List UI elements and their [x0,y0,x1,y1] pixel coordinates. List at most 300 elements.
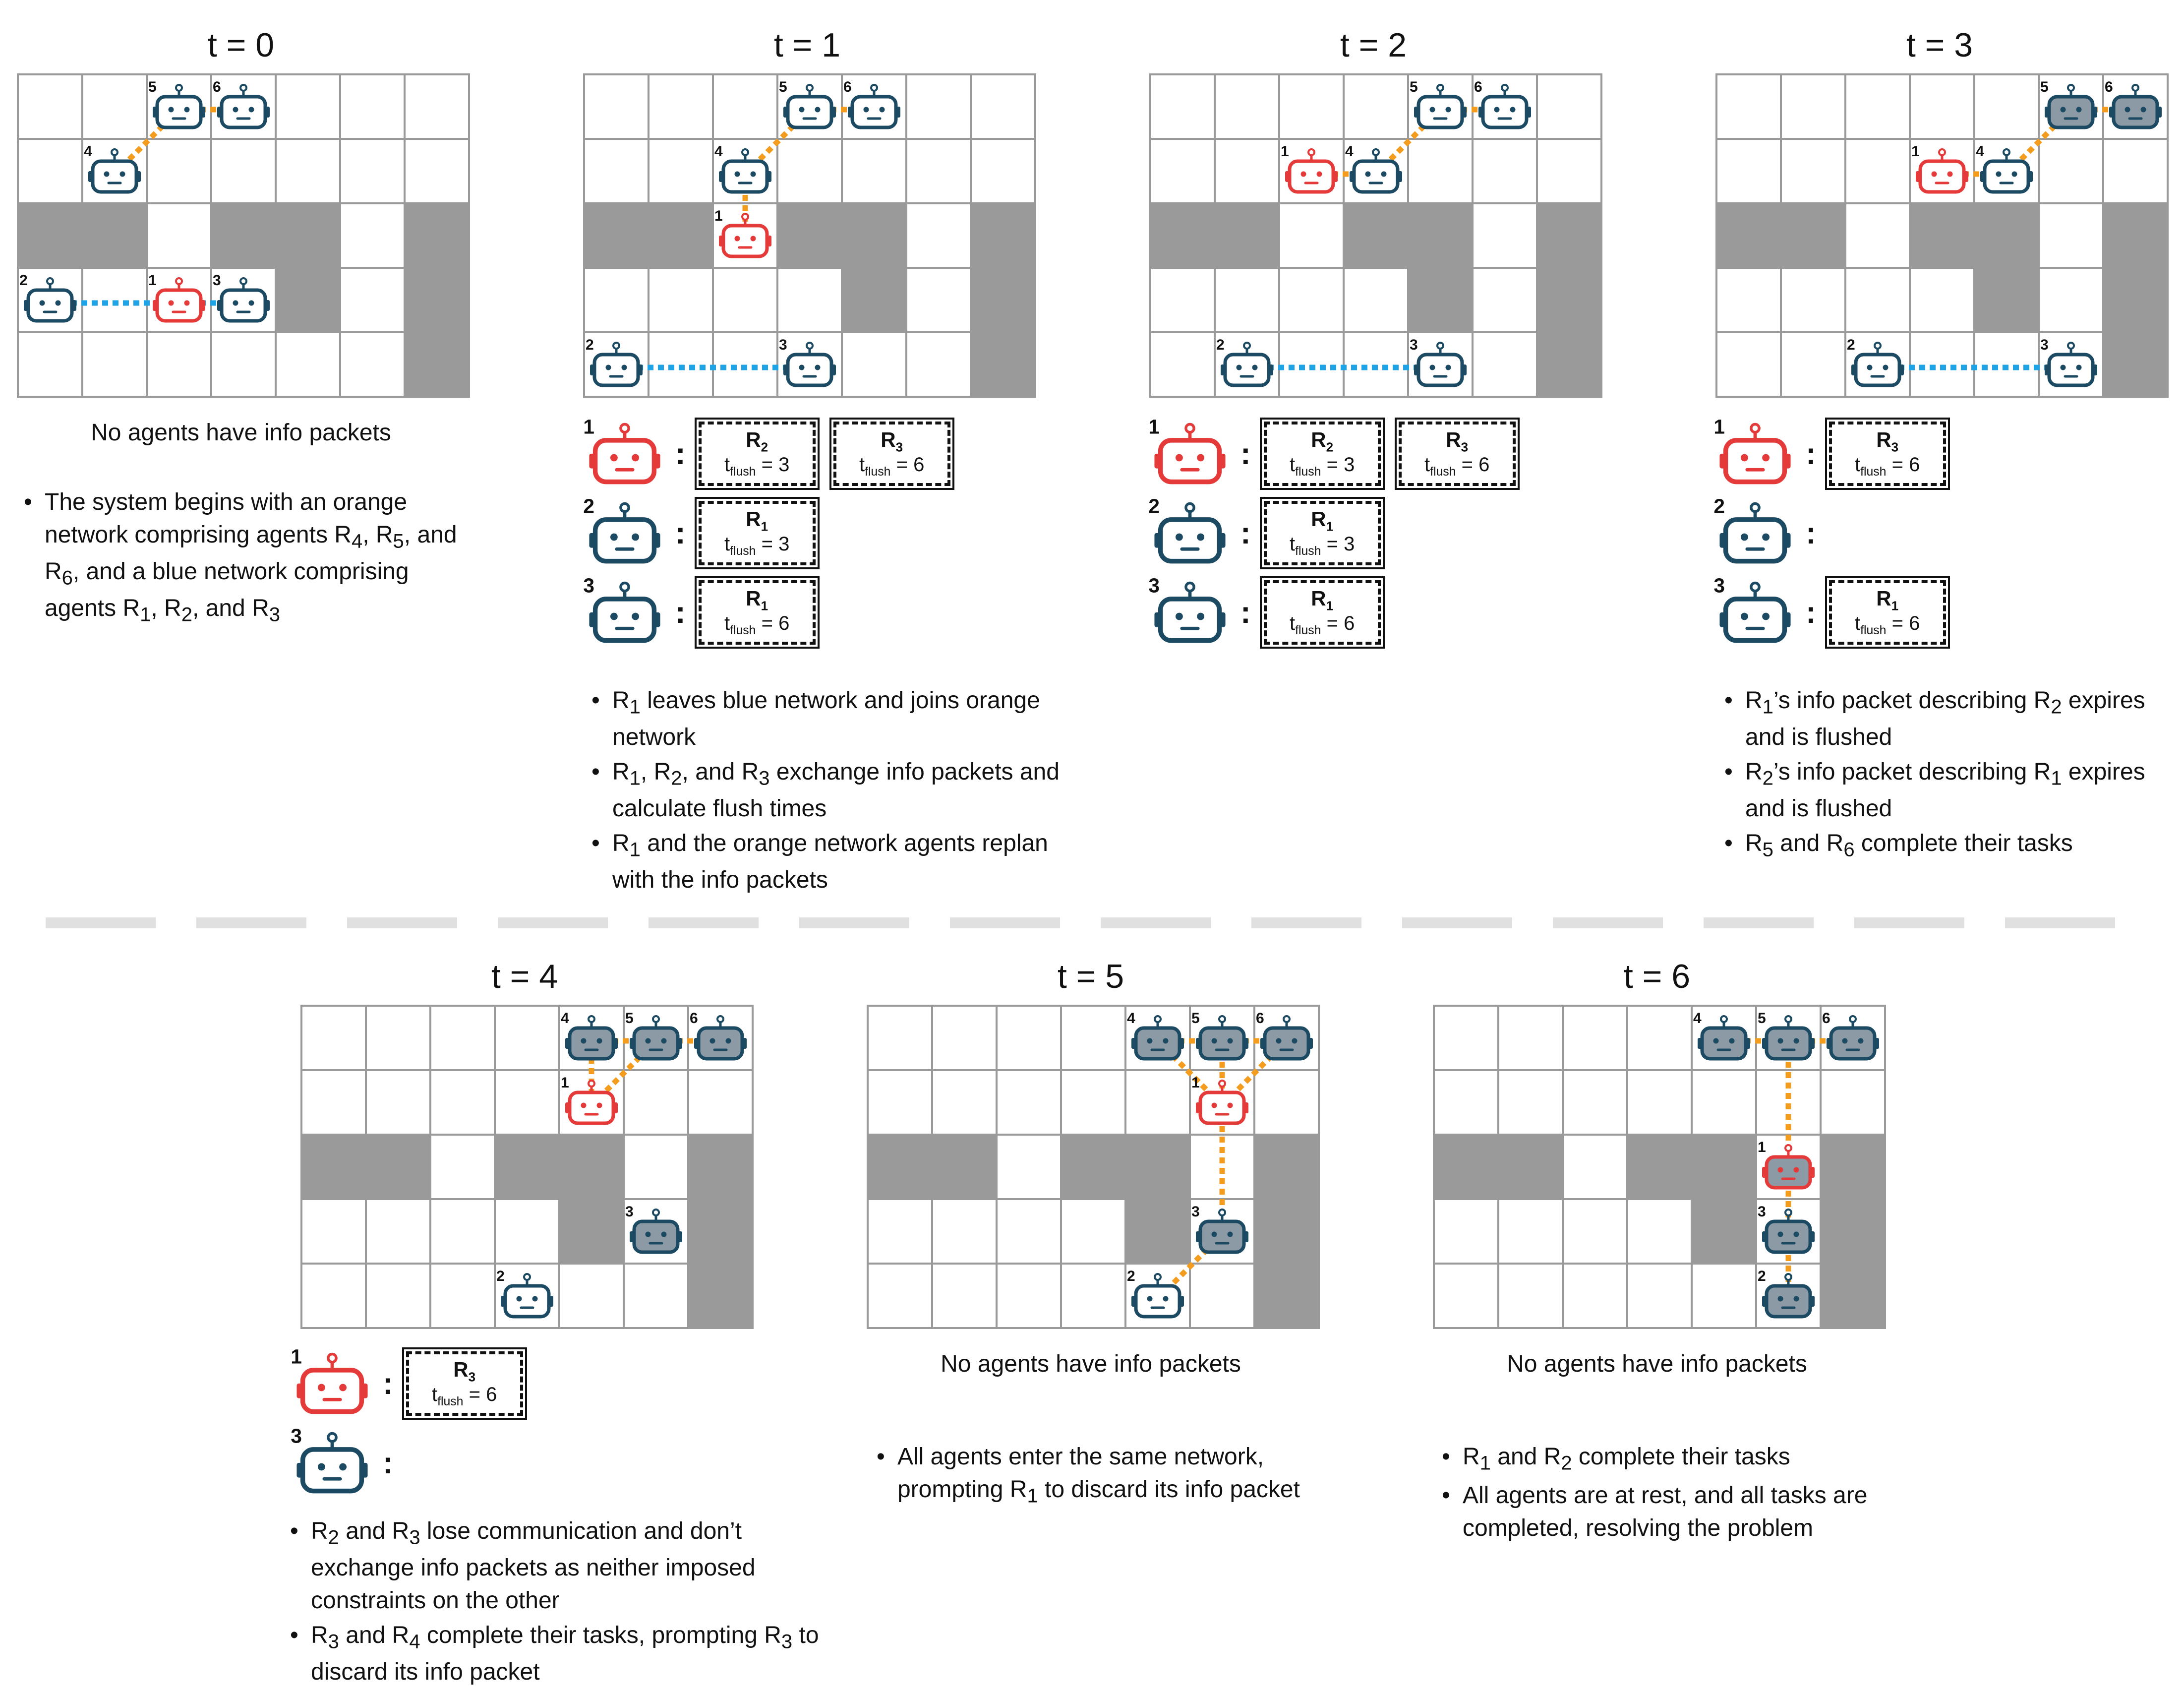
grid-cell [1125,1070,1190,1135]
robot-icon [1713,415,1790,482]
separator-dash [498,917,608,928]
obstacle-cell [1537,203,1601,268]
obstacle-cell [1254,1199,1319,1264]
packet-row-agent-1 [583,415,968,488]
grid-cell [1537,74,1601,139]
robot-icon [583,494,660,561]
robot-id-label: 2 [1216,337,1225,353]
obstacle-cell [1821,1264,1885,1328]
grid-cell [430,1199,495,1264]
robot-icon [1148,494,1230,568]
grid-cell [1215,139,1279,203]
grid-cell [997,1006,1061,1070]
robot-id-label: 3 [625,1204,634,1220]
packet-colon: : [675,516,686,550]
grid-cell [366,1264,430,1328]
grid-cell [1627,1070,1692,1135]
packet-agent-name: $R_1$ [1876,587,1899,613]
packet-colon: : [1240,516,1251,550]
grid-cell [340,74,405,139]
grid-cell [1716,332,1781,397]
robot-id-label: 3 [213,272,221,289]
obstacle-cell [1692,1199,1756,1264]
packet-row-agent-2 [1148,494,1399,568]
robot-id-label: 5 [1191,1010,1200,1027]
grid-cell [906,139,971,203]
obstacle-cell [688,1135,753,1199]
robot-id-label: 5 [1410,79,1418,95]
robot-id-label: 1 [1713,415,1725,438]
robot-id-label: 6 [690,1010,698,1027]
grid-cell [624,1264,688,1328]
robot-id-label: 2 [1847,337,1855,353]
obstacle-cell [1061,1135,1125,1199]
grid-cell [1150,332,1215,397]
robot-id-label: 4 [1345,143,1354,160]
grid-cell [1910,332,1974,397]
packet-colon: : [1806,516,1816,550]
packet-row-agent-2 [583,494,833,568]
grid-cell [1150,268,1215,332]
grid-cell [1627,1199,1692,1264]
robot-id-label: 4 [1693,1010,1702,1027]
obstacle-cell [559,1135,624,1199]
grid-cell [2039,268,2103,332]
grid-cell [1434,1070,1498,1135]
grid-cell [1781,332,1845,397]
obstacle-cell [301,1135,366,1199]
robot-id-label: 2 [1127,1268,1135,1284]
info-packet-stamp [1264,422,1381,486]
grid-cell [649,74,713,139]
robot-icon [291,1345,372,1418]
grid-cell [2103,139,2168,203]
obstacle-cell [649,203,713,268]
panel-title-t1: t = 1 [773,26,841,64]
grid-cell [649,268,713,332]
obstacle-cell [1716,203,1781,268]
bullet-t0-1: • The system begins with an orange network comprising agents $R_4$, $R_5$, and $R_6$, and a blue network comprising agents $R_1$, $R_2$, and $R_3$ [45,486,481,629]
grid-t2 [1147,74,1599,397]
info-packet-stamp [699,580,816,645]
packet-colon: : [675,595,686,630]
grid-cell [713,332,777,397]
robot-icon [1713,574,1790,640]
robot-id-label: 1 [583,415,594,438]
obstacle-cell [688,1199,753,1264]
packet-agent-name: $R_1$ [746,587,768,613]
info-packet-stamp [1829,580,1946,645]
grid-cell [1344,332,1408,397]
grid-cell [1061,1006,1125,1070]
grid-cell [713,268,777,332]
grid-cell [1627,1006,1692,1070]
grid-cell [301,1199,366,1264]
robot-id-label: 1 [714,208,723,224]
packet-row-agent-3 [583,574,833,647]
robot-id-label: 1 [148,272,157,289]
obstacle-cell [842,268,906,332]
grid-cell [997,1070,1061,1135]
robot-icon [583,574,660,640]
grid-cell [1716,268,1781,332]
panel-title-t4: t = 4 [491,958,558,995]
packet-flush-time: $t_{flush} = 3$ [724,533,790,558]
grid-cell [1150,139,1215,203]
robot-id-label: 6 [1256,1010,1264,1027]
grid-cell [842,139,906,203]
robot-id-label: 6 [1822,1010,1830,1027]
robot-id-label: 4 [561,1010,569,1027]
obstacle-cell [495,1135,559,1199]
panel-title-t3: t = 3 [1906,26,1973,64]
robot-id-label: 4 [84,143,92,160]
robot-icon [1148,415,1225,482]
grid-cell [777,139,842,203]
panel-title-t0: t = 0 [207,26,275,64]
obstacle-cell [1434,1135,1498,1199]
robot-id-label: 3 [779,337,787,353]
bullets-t0 [17,486,481,631]
separator-dash [799,917,909,928]
panel-title-t5: t = 5 [1057,958,1124,995]
grid-cell [1408,139,1473,203]
grid-cell [495,1070,559,1135]
info-packet-stamp [1399,422,1516,486]
grid-t6 [1431,1006,1883,1328]
grid-cell [405,139,469,203]
packet-agent-name: $R_3$ [1876,428,1899,455]
grid-cell [340,139,405,203]
bullet-t3-1: • $R_1’s$ info packet describing $R_2$ expires and is flushed [1745,684,2182,754]
grid-cell [1781,268,1845,332]
grid-cell [276,332,340,397]
obstacle-cell [971,268,1035,332]
separator-dash [347,917,457,928]
grid-cell [1498,1006,1563,1070]
obstacle-cell [1254,1264,1319,1328]
packet-agent-name: $R_1$ [1311,507,1334,534]
grid-cell [82,332,147,397]
packet-row-agent-2 [1713,494,1829,568]
bullet-t4-1: • $R_2$ and $R_3$ lose communication and don’t exchange info packets as neither imposed constraints on the other [311,1515,826,1617]
packet-row-agent-1 [1713,415,1964,488]
obstacle-cell [584,203,649,268]
separator-dash [1101,917,1211,928]
grid-cell [906,74,971,139]
obstacle-cell [82,203,147,268]
robot-icon [1148,494,1225,561]
info-packet-stamp [1829,422,1946,486]
grid-cell [340,203,405,268]
grid-cell [1910,74,1974,139]
grid-cell [932,1006,997,1070]
robot-icon [1713,494,1790,561]
obstacle-cell [688,1264,753,1328]
info-packet-stamp [406,1351,523,1416]
grid-cell [211,139,276,203]
robot-id-label: 3 [291,1424,302,1448]
robot-icon [1713,574,1795,647]
robot-id-label: 5 [1758,1010,1766,1027]
grid-cell [366,1006,430,1070]
grid-cell [1473,203,1537,268]
grid-cell [1498,1199,1563,1264]
obstacle-cell [1408,203,1473,268]
robot-id-label: 3 [1758,1204,1766,1220]
bullet-t6-1: • $R_1$ and $R_2$ complete their tasks [1463,1441,1909,1477]
grid-cell [340,332,405,397]
bullet-t6-2: • All agents are at rest, and all tasks are completed, resolving the problem [1463,1479,1909,1545]
obstacle-cell [1215,203,1279,268]
grid-cell [82,74,147,139]
grid-cell [1434,1006,1498,1070]
bullet-t3-2: • $R_2’s$ info packet describing $R_1$ expires and is flushed [1745,756,2182,825]
obstacle-cell [276,268,340,332]
packet-flush-time: $t_{flush} = 6$ [724,612,790,637]
robot-id-label: 1 [1191,1075,1200,1091]
grid-cell [18,332,82,397]
obstacle-cell [1408,268,1473,332]
grid-cell [1061,1264,1125,1328]
obstacle-cell [366,1135,430,1199]
grid-cells [868,1006,1319,1328]
grid-cell [1716,74,1781,139]
grid-cell [1781,139,1845,203]
packet-agent-name: $R_3$ [1446,428,1469,455]
grid-cell [1627,1264,1692,1328]
separator-dash [649,917,759,928]
packet-row-agent-3 [1148,574,1399,647]
packet-flush-time: $t_{flush} = 3$ [724,453,790,479]
robot-id-label: 2 [496,1268,505,1284]
obstacle-cell [276,203,340,268]
separator-dash [196,917,306,928]
bullet-t4-2: • $R_3$ and $R_4$ complete their tasks, prompting $R_3$ to discard its info packet [311,1619,826,1689]
grid-cell [1563,1199,1627,1264]
grid-cell [1279,268,1344,332]
robot-id-label: 1 [1148,415,1160,438]
grid-cell [2039,203,2103,268]
grid-cell [301,1264,366,1328]
grid-cell [868,1070,932,1135]
bullets-t3 [1718,684,2182,866]
packet-agent-name: $R_3$ [453,1358,476,1385]
robot-id-label: 4 [714,143,723,160]
robot-id-label: 2 [19,272,28,289]
obstacle-cell [405,203,469,268]
obstacle-cell [1344,203,1408,268]
grid-cell [868,1264,932,1328]
grid-cell [1845,203,1910,268]
bullets-t6 [1435,1441,1909,1547]
robot-icon [1148,574,1230,647]
bullets-t1 [585,684,1088,899]
obstacle-cell [559,1199,624,1264]
obstacle-cell [1821,1135,1885,1199]
robot-id-label: 1 [291,1345,302,1368]
packet-flush-time: $t_{flush} = 6$ [1854,453,1920,479]
obstacle-cell [1692,1135,1756,1199]
grid-cell [405,74,469,139]
obstacle-cell [1910,203,1974,268]
obstacle-cell [18,203,82,268]
grid-cell [1473,268,1537,332]
grid-cell [340,268,405,332]
grid-cells [1716,74,2168,397]
grid-cell [997,1199,1061,1264]
bullet-t1-1: • $R_1$ leaves blue network and joins orange network [612,684,1088,754]
grid-cell [495,1006,559,1070]
grid-cell [1821,1070,1885,1135]
grid-cell [430,1070,495,1135]
packet-colon: : [383,1366,393,1401]
obstacle-cell [405,268,469,332]
robot-id-label: 1 [1758,1139,1766,1155]
grid-cell [1692,1264,1756,1328]
packet-row-agent-1 [1148,415,1534,488]
grid-cell [366,1199,430,1264]
obstacle-cell [1150,203,1215,268]
grid-cell [301,1006,366,1070]
info-packet-stamp [1264,501,1381,565]
grid-cell [1845,74,1910,139]
grid-cell [1563,1264,1627,1328]
obstacle-cell [2103,332,2168,397]
robot-icon [583,574,664,647]
grid-cell [1344,268,1408,332]
grid-cell [971,74,1035,139]
packet-row-agent-3 [1713,574,1964,647]
obstacle-cell [1781,203,1845,268]
grid-cell [1434,1264,1498,1328]
info-packet-stamp [833,422,950,486]
grid-cell [584,74,649,139]
grid-cell [147,332,211,397]
grid-cell [1150,74,1215,139]
grid-cell [1974,332,2039,397]
panel-title-t6: t = 6 [1623,958,1691,995]
grid-cell [932,1199,997,1264]
robot-id-label: 5 [779,79,787,95]
grid-cell [649,332,713,397]
grid-cell [18,139,82,203]
grid-cell [842,332,906,397]
grid-cell [18,74,82,139]
grid-cell [1716,139,1781,203]
grid-t3 [1713,74,2166,397]
grid-cell [2039,139,2103,203]
packet-colon: : [1240,595,1251,630]
packet-flush-time: $t_{flush} = 3$ [1289,453,1355,479]
packet-agent-name: $R_2$ [746,428,768,455]
grid-cell [1537,139,1601,203]
bullet-t1-3: • $R_1$ and the orange network agents replan with the info packets [612,827,1088,897]
grid-t4 [298,1006,751,1328]
robot-id-label: 2 [583,494,594,518]
packet-colon: : [1806,436,1816,471]
obstacle-cell [971,332,1035,397]
packet-colon: : [675,436,686,471]
obstacle-cell [1627,1135,1692,1199]
grid-t1 [581,74,1033,397]
robot-id-label: 3 [583,574,594,597]
packet-row-agent-1 [291,1345,541,1418]
grid-cell [276,74,340,139]
robot-id-label: 2 [1713,494,1725,518]
grid-cell [1344,74,1408,139]
grid-cell [1498,1070,1563,1135]
grid-cell [1215,268,1279,332]
grid-cell [147,203,211,268]
robot-icon [583,415,660,482]
grid-cell [1563,1135,1627,1199]
robot-id-label: 1 [1911,143,1920,160]
obstacle-cell [971,203,1035,268]
packet-row-agent-3 [291,1424,406,1498]
obstacle-cell [842,203,906,268]
grid-cell [906,332,971,397]
robot-icon [1148,415,1230,488]
robot-icon [291,1424,367,1491]
caption-t6: No agents have info packets [1507,1351,1807,1377]
grid-cell [906,203,971,268]
grid-cell [1254,1070,1319,1135]
robot-id-label: 5 [625,1010,634,1027]
caption-t0: No agents have info packets [91,420,391,446]
grid-t0 [15,74,467,397]
obstacle-cell [1974,268,2039,332]
grid-cell [1692,1070,1756,1135]
grid-cell [997,1135,1061,1199]
separator-dash [950,917,1060,928]
packet-flush-time: $t_{flush} = 6$ [859,453,925,479]
grid-cell [584,139,649,203]
grid-cell [559,1264,624,1328]
grid-cells [1434,1006,1885,1328]
robot-id-label: 1 [1281,143,1289,160]
grid-cell [1473,139,1537,203]
robot-id-label: 3 [1191,1204,1200,1220]
caption-t5: No agents have info packets [941,1351,1241,1377]
grid-t5 [865,1006,1317,1328]
info-packet-stamp [699,501,816,565]
grid-cell [1434,1199,1498,1264]
robot-id-label: 2 [586,337,594,353]
grid-cell [777,268,842,332]
obstacle-cell [1125,1199,1190,1264]
obstacle-cell [2103,268,2168,332]
grid-cell [688,1070,753,1135]
grid-cell [713,74,777,139]
grid-cell [1563,1006,1627,1070]
separator-dash [1553,917,1663,928]
robot-icon [1713,415,1795,488]
grid-cell [301,1070,366,1135]
grid-cell [1279,74,1344,139]
bullet-t3-3: • $R_5$ and $R_6$ complete their tasks [1745,827,2182,864]
packet-colon: : [383,1446,393,1480]
robot-id-label: 6 [2105,79,2113,95]
obstacle-cell [1254,1135,1319,1199]
grid-cell [430,1135,495,1199]
obstacle-cell [1537,268,1601,332]
robot-id-label: 3 [1713,574,1725,597]
robot-icon [291,1345,367,1411]
packet-flush-time: $t_{flush} = 3$ [1289,533,1355,558]
robot-id-label: 5 [2040,79,2049,95]
obstacle-cell [1974,203,2039,268]
